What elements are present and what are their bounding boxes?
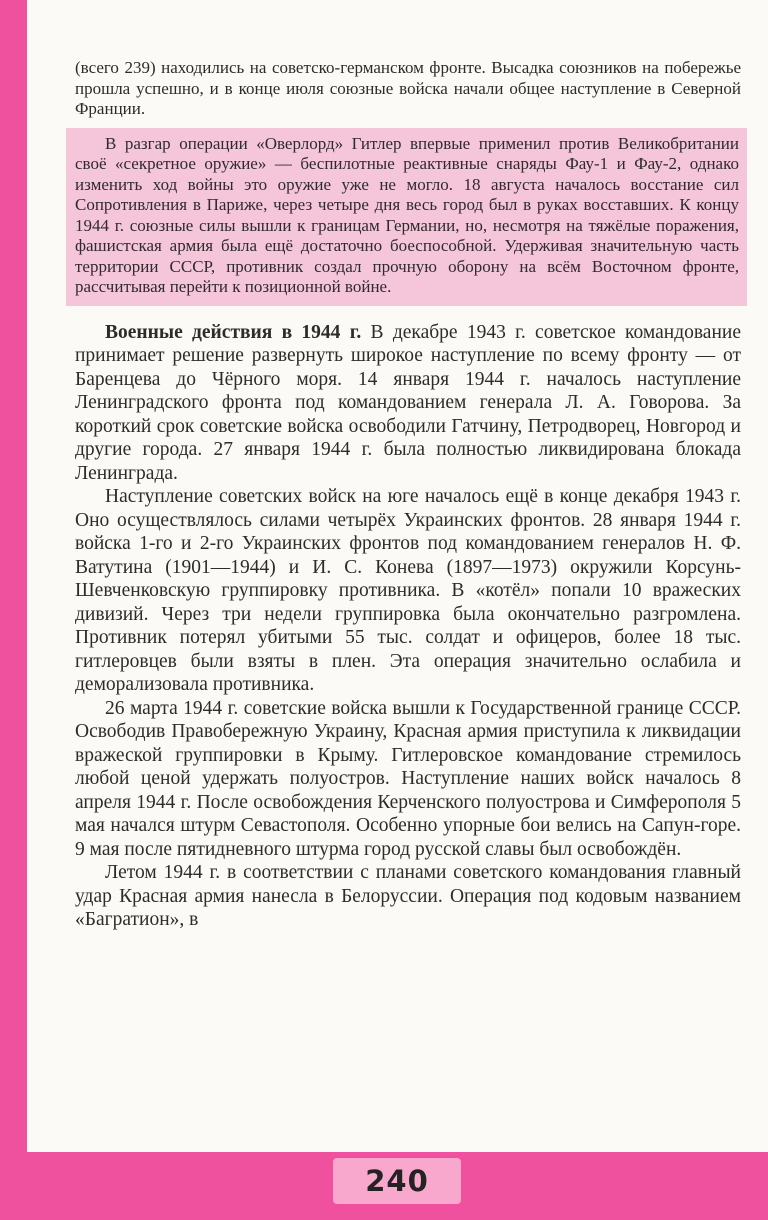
paragraph-military-actions-1944 [75,321,741,486]
page-content [75,58,741,932]
page-number: 240 [365,1164,429,1198]
highlight-block: В разгар операции «Оверлорд» Гитлер впервые применил против Великобритании своё «секретное оружие» — беспилотные реактивные снаряды Фау-1 и Фау-2, однако изменить ход войны это оружие уже не могло. 18 августа началось восстание сил Сопротивления в Париже, через четыре дня весь город был в руках восставших. К концу 1944 г. союзные силы вышли к границам Германии, но, несмотря на тяжёлые поражения, фашистская армия была ещё достаточно боеспособной. Удерживая значительную часть территории СССР, противник создал прочную оборону на всём Восточном фронте, рассчитывая перейти к позиционной войне. [66,128,747,306]
paragraph-southern-offensive: Наступление советских войск на юге началось ещё в конце декабря 1943 г. Оно осуществлялось силами четырёх Украинских фронтов. 28 января 1944 г. войска 1-го и 2-го Украинских фронтов под командованием генералов Н. Ф. Ватутина (1901—1944) и И. С. Конева (1897—1973) окружили Корсунь-Шевченковскую группировку противника. В «котёл» попали 10 вражеских дивизий. Через три недели группировка была окончательно разгромлена. Противник потерял убитыми 55 тыс. солдат и офицеров, более 18 тыс. гитлеровцев были взяты в плен. Эта операция значительно ослабила и деморализовала противника. [75,486,741,695]
continuation-paragraph: (всего 239) находились на советско-германском фронте. Высадка союзников на побережье прошла успешно, и в конце июля союзные войска начали общее наступление в Северной Франции. [75,58,741,118]
page-number-badge [333,1158,461,1204]
section-heading: Военные действия в 1944 г. [105,321,362,343]
left-border-stripe [0,0,27,1220]
paragraph-crimea: 26 марта 1944 г. советские войска вышли к Государственной границе СССР. Освободив Правобережную Украину, Красная армия приступила к ликвидации вражеской группировки в Крыму. Гитлеровское командование стремилось любой ценой удержать полуостров. Наступление наших войск началось 8 апреля 1944 г. После освобождения Керченского полуострова и Симферополя 5 мая начался штурм Севастополя. Особенно упорные бои велись на Сапун-горе. 9 мая после пятидневного штурма город русской славы был освобождён. [75,697,741,860]
paragraph-belorussia: Летом 1944 г. в соответствии с планами советского командования главный удар Красная армия нанесла в Белоруссии. Операция под кодовым названием «Багратион», в [75,862,741,930]
section-paragraph-text: В декабре 1943 г. советское командование принимает решение развернуть широкое наступление по всему фронту — от Баренцева до Чёрного моря. 14 января 1944 г. началось наступление Ленинградского фронта под командованием генерала Л. А. Говорова. За короткий срок советские войска освободили Гатчину, Петродворец, Новгород и другие города. 27 января 1944 г. была полностью ликвидирована блокада Ленинграда. [75,321,741,484]
